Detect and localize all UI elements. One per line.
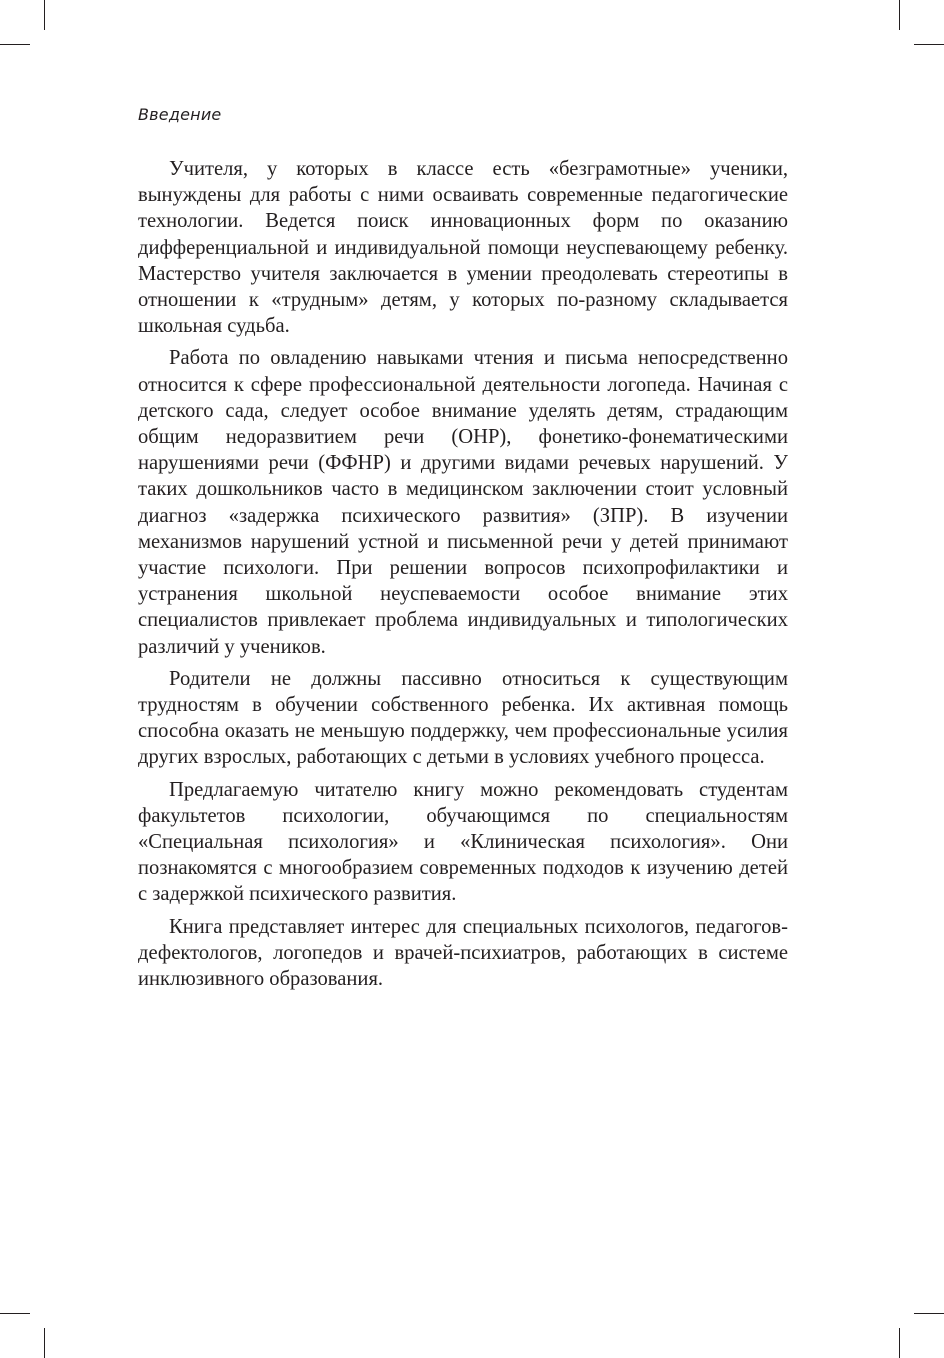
paragraph-4: Предлагаемую читателю книгу можно рекомендовать студентам факультетов психологии, обучающимся по специальностям «Специальная психология» и «Клиническая психология». Они познакомятся с многообразием современных подходов к изучению детей с задержкой психического развития. bbox=[138, 778, 788, 906]
running-head: Введение bbox=[138, 105, 222, 124]
crop-mark-bottom-right-vertical bbox=[899, 1328, 900, 1358]
paragraph-5: Книга представляет интерес для специальных психологов, педагогов-дефектологов, логопедов и врачей-психиатров, работающих в системе инклюзивного образования. bbox=[138, 915, 788, 991]
crop-mark-bottom-left-horizontal bbox=[0, 1313, 30, 1314]
paragraph-3: Родители не должны пассивно относиться к существующим трудностям в обучении собственного ребенка. Их активная помощь способна оказать не меньшую поддержку, чем профессиональные усилия других взрослых, работающих с детьми в условиях учебного процесса. bbox=[138, 667, 788, 769]
crop-mark-top-left-horizontal bbox=[0, 44, 30, 45]
crop-mark-bottom-left-vertical bbox=[44, 1328, 45, 1358]
paragraph-2: Работа по овладению навыками чтения и письма непосредственно относится к сфере профессиональной деятельности логопеда. Начиная с детского сада, следует особое внимание уделять детям, страдающим общим недоразвитием речи (ОНР), фонетико-фонематическими нарушениями речи (ФФНР) и другими видами речевых нарушений. У таких дошкольников часто в медицинском заключении стоит условный диагноз «задержка психического развития» (ЗПР). В изучении механизмов нарушений устной и письменной речи у детей принимают участие психологи. При решении вопросов психопрофилактики и устранения школьной неуспеваемости особое внимание этих специалистов привлекает проблема индивидуальных и типологических различий у учеников. bbox=[138, 347, 788, 658]
body-text bbox=[138, 156, 788, 998]
crop-mark-top-right-vertical bbox=[899, 0, 900, 30]
paragraph-1: Учителя, у которых в классе есть «безграмотные» ученики, вынуждены для работы с ними осваивать современные педагогические технологии. Ведется поиск инновационных форм по оказанию дифференциальной и индивидуальной помощи неуспевающему ребенку. Мастерство учителя заключается в умении преодолевать стереотипы в отношении к «трудным» детям, у которых по-разному складывается школьная судьба. bbox=[138, 158, 788, 338]
crop-mark-bottom-right-horizontal bbox=[914, 1313, 944, 1314]
crop-mark-top-right-horizontal bbox=[914, 44, 944, 45]
crop-mark-top-left-vertical bbox=[44, 0, 45, 30]
